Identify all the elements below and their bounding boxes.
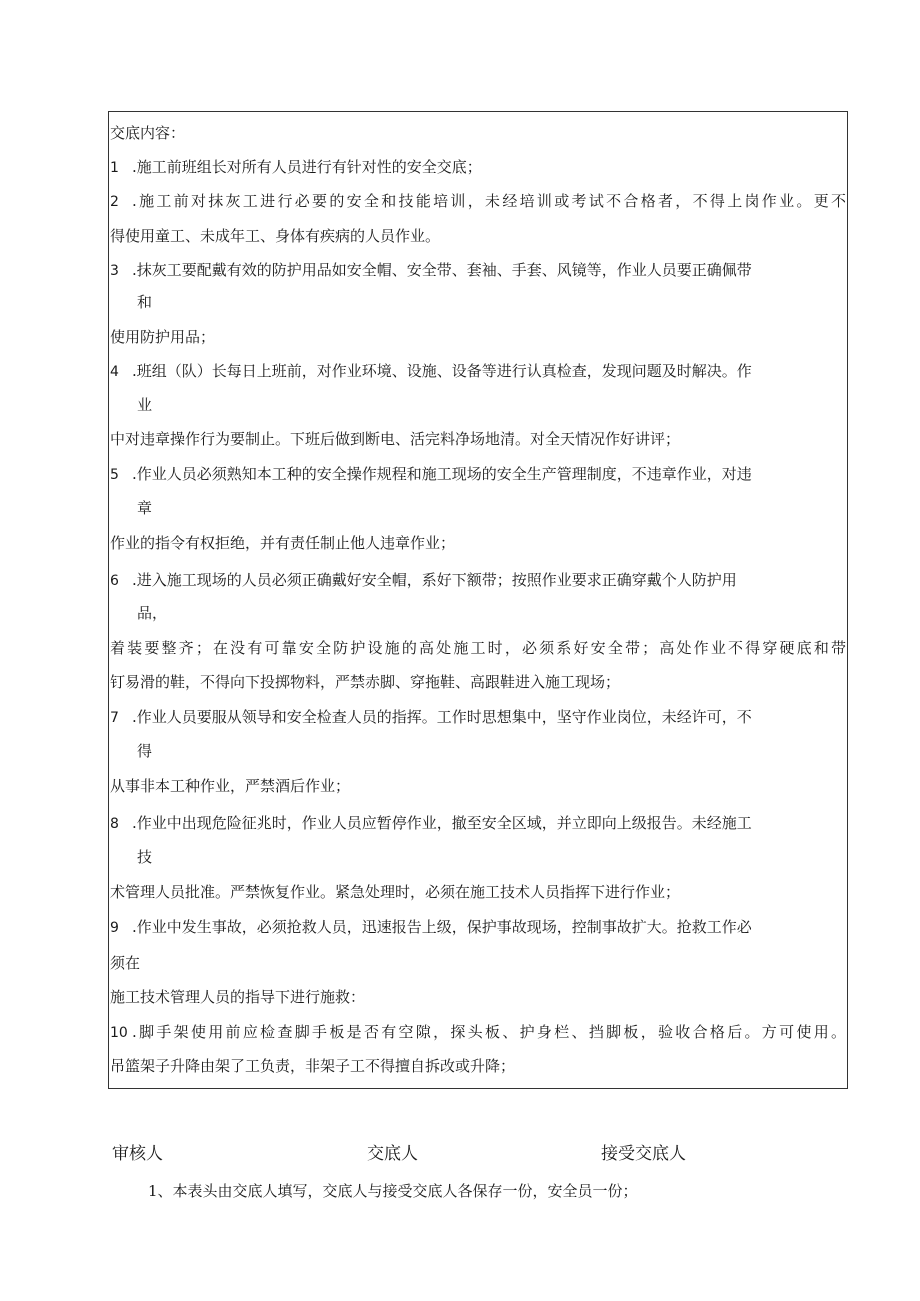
list-item-wrap: 章: [137, 499, 153, 517]
list-item: 6 .进入施工现场的人员必须正确戴好安全帽，系好下额带；按照作业要求正确穿戴个人防护用: [110, 571, 737, 589]
list-item-wrap: 品，: [137, 604, 168, 622]
list-item-wrap: 技: [137, 848, 153, 866]
content-box: [108, 111, 848, 1089]
list-item: 8 .作业中出现危险征兆时，作业人员应暂停作业，撤至安全区域，并立即向上级报告。未经施工: [110, 814, 752, 832]
list-item-continuation: 得使用童工、未成年工、身体有疾病的人员作业。: [110, 227, 441, 245]
list-item-continuation: 使用防护用品；: [110, 328, 216, 346]
list-item-continuation: 吊篮架子升降由架了工负责，非架子工不得擅自拆改或升降；: [110, 1057, 516, 1075]
item-number: 9: [110, 920, 119, 936]
item-number: 6: [110, 573, 119, 589]
content-header: 交底内容：: [110, 124, 186, 142]
presenter-label: 交底人: [367, 1144, 418, 1164]
item-number: 2: [110, 194, 119, 210]
receiver-label: 接受交底人: [601, 1144, 686, 1164]
list-item-wrap: 得: [137, 742, 153, 760]
item-number: 3: [110, 263, 119, 279]
footnote: 1、本表头由交底人填写，交底人与接受交底人各保存一份，安全员一份；: [148, 1182, 638, 1200]
list-item: 2 .施工前对抹灰工进行必要的安全和技能培训，未经培训或考试不合格者，不得上岗作业。更不: [110, 192, 846, 210]
item-number: 7: [110, 710, 119, 726]
list-item: 9 .作业中发生事故，必须抢救人员，迅速报告上级，保护事故现场，控制事故扩大。抢救工作必: [110, 918, 752, 936]
item-number: 10: [110, 1025, 128, 1041]
list-item-continuation: 须在: [110, 954, 141, 972]
list-item-continuation: 从事非本工种作业，严禁酒后作业；: [110, 777, 351, 795]
list-item-wrap: 和: [137, 293, 153, 311]
item-number: 8: [110, 816, 119, 832]
item-number: 5: [110, 467, 119, 483]
list-item-continuation: 着装要整齐；在没有可靠安全防护设施的高处施工时，必须系好安全带；高处作业不得穿硬底和带: [110, 639, 846, 657]
list-item-continuation: 术管理人员批准。严禁恢复作业。紧急处理时，必须在施工技术人员指挥下进行作业；: [110, 883, 681, 901]
list-item-wrap: 业: [137, 396, 153, 414]
reviewer-label: 审核人: [112, 1144, 163, 1164]
list-item-continuation: 作业的指令有权拒绝，并有责任制止他人违章作业；: [110, 534, 456, 552]
list-item-continuation: 钉易滑的鞋，不得向下投掷物料，严禁赤脚、穿拖鞋、高跟鞋进入施工现场；: [110, 673, 621, 691]
item-number: 4: [110, 364, 119, 380]
list-item: 4 .班组（队）长每日上班前，对作业环境、设施、设备等进行认真检查，发现问题及时解决。作: [110, 362, 752, 380]
list-item-continuation: 中对违章操作行为要制止。下班后做到断电、活完料净场地清。对全天情况作好讲评；: [110, 430, 681, 448]
list-item: 5 .作业人员必须熟知本工种的安全操作规程和施工现场的安全生产管理制度，不违章作业，对违: [110, 465, 752, 483]
list-item-continuation: 施工技术管理人员的指导下进行施救：: [110, 988, 366, 1006]
list-item: 7 .作业人员要服从领导和安全检查人员的指挥。工作时思想集中，坚守作业岗位，未经许可，不: [110, 708, 752, 726]
item-number: 1: [110, 160, 119, 176]
list-item: 1 .施工前班组长对所有人员进行有针对性的安全交底；: [110, 158, 482, 176]
list-item: 3 .抹灰工要配戴有效的防护用品如安全帽、安全带、套袖、手套、风镜等，作业人员要正确佩带: [110, 261, 752, 279]
list-item: 10 .脚手架使用前应检查脚手板是否有空隙，探头板、护身栏、挡脚板，验收合格后。方可使用。: [110, 1023, 846, 1041]
